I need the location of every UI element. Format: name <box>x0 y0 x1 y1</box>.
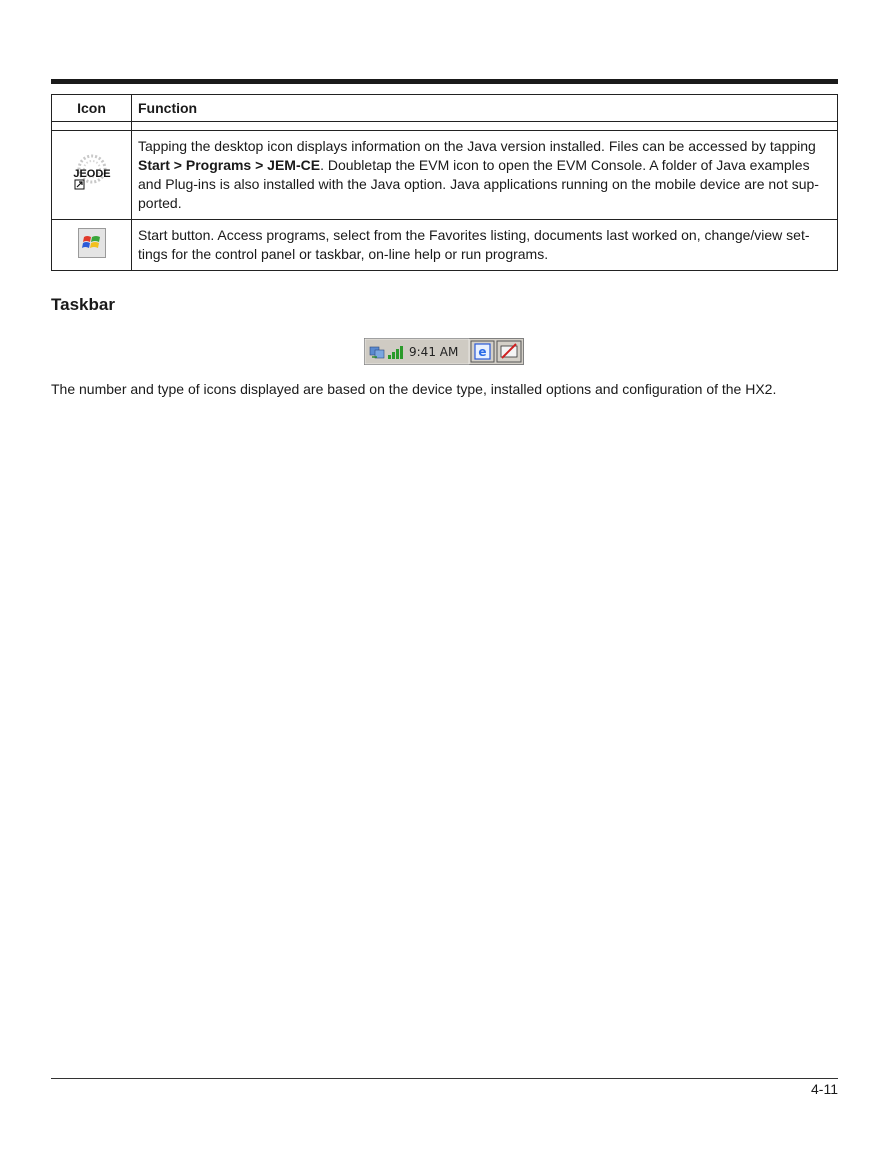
input-panel-icon <box>497 341 521 362</box>
page-number: 4-11 <box>811 1081 838 1097</box>
header-function: Function <box>132 95 838 122</box>
table-header-row <box>52 95 838 122</box>
windows-start-icon <box>78 228 106 258</box>
section-heading-taskbar: Taskbar <box>51 295 115 314</box>
function-cell: Start button. Access programs, select from the Favorites listing, documents last worked on, change/view set-tings for the control panel or taskbar, on-line help or run programs. <box>132 220 838 271</box>
icon-cell <box>52 220 132 271</box>
icon-function-table <box>51 94 838 271</box>
header-icon: Icon <box>52 95 132 122</box>
table-row <box>52 131 838 220</box>
taskbar-description: The number and type of icons displayed are based on the device type, installed options and configuration of the HX2. <box>51 381 777 397</box>
menu-path: Start > Programs > JEM-CE <box>138 157 321 173</box>
taskbar-clock: 9:41 AM <box>409 345 459 359</box>
icon-cell <box>52 131 132 220</box>
table-row <box>52 220 838 271</box>
ie-icon <box>471 341 494 362</box>
bottom-rule <box>51 1078 838 1079</box>
jeode-java-icon <box>72 153 112 193</box>
svg-text:e: e <box>478 345 487 359</box>
svg-text:JEODE: JEODE <box>72 167 111 180</box>
top-rule <box>51 79 838 84</box>
function-cell: Tapping the desktop icon displays information on the Java version installed. Files can be accessed by tapping Start > Programs > JEM-CE. Doubletap the EVM icon to open the EVM Console. A folder of Java examples and Plug-ins is also installed with the Java option. Java applications running on the mobile device are not sup-ported. <box>132 131 838 220</box>
table-spacer-row <box>52 122 838 131</box>
taskbar-image <box>364 338 524 365</box>
